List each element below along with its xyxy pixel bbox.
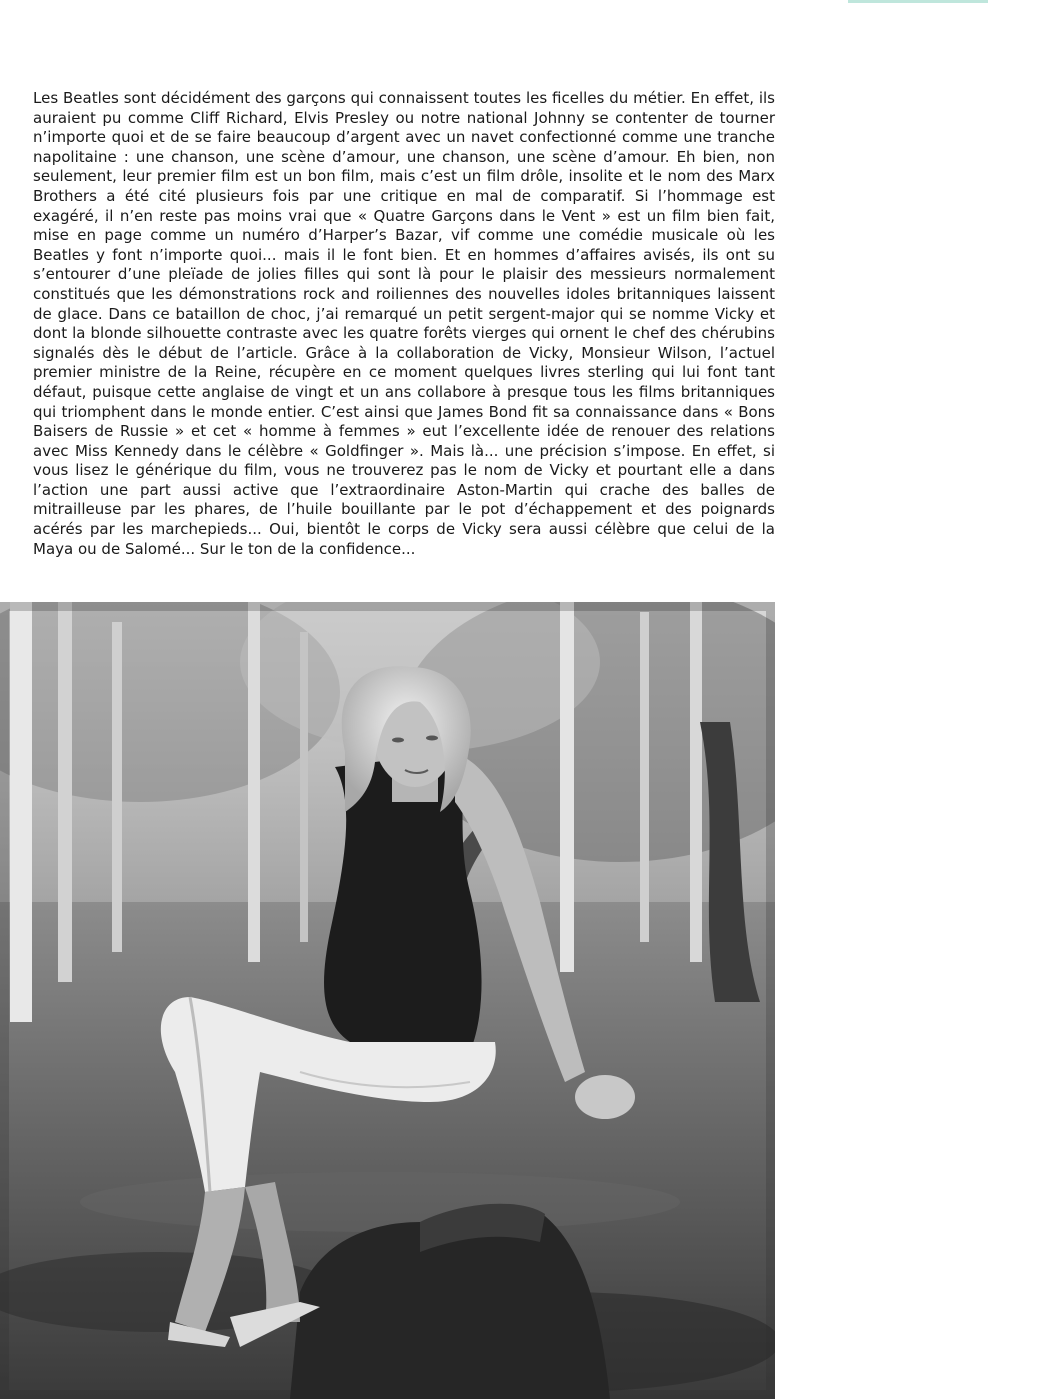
article-paragraph: Les Beatles sont décidément des garçons qui connaissent toutes les ficelles du métier. En effet, ils auraient pu comme Cliff Richard, Elvis Presley ou notre national Johnny se contenter de tourner n’importe quoi et de se faire beaucoup d’argent avec un navet confectionné comme une tranche napolitaine : une chanson, une scène d’amour, une chanson, une scène d’amour. Eh bien, non seulement, leur premier film est un bon film, mais c’est un film drôle, insolite et le nom des Marx Brothers a été cité plusieurs fois par une critique en mal de comparatif. Si l’hommage est exagéré, il n’en reste pas moins vrai que « Quatre Garçons dans le Vent » est un film bien fait, mise en page comme un numéro d’Harper’s Bazar, vif comme une comédie musicale où les Beatles y font n’importe quoi... mais il le font bien. Et en hommes d’affaires avisés, ils ont su s’entourer d’une pleïade de jolies filles qui sont là pour le plaisir des messieurs normalement constitués que les démonstrations rock and roiliennes des nouvelles idoles britanniques laissent de glace. Dans ce bataillon de choc, j’ai remarqué un petit sergent-major qui se nomme Vicky et dont la blonde silhouette contraste avec les quatre forêts vierges qui ornent le chef des chérubins signalés dès le début de l’article. Grâce à la collaboration de Vicky, Monsieur Wilson, l’actuel premier ministre de la Reine, récupère en ce moment quelques livres sterling qui lui font tant défaut, puisque cette anglaise de vingt et un ans collabore à presque tous les films britanniques qui triomphent dans le monde entier. C’est ainsi que James Bond fit sa connaissance dans « Bons Baisers de Russie » et cet « homme à femmes » eut l’excellente idée de renouer des relations avec Miss Kennedy dans le célèbre « Goldfinger ». Mais là... une précision s’impose. En effet, si vous lisez le générique du film, vous ne trouverez pas le nom de Vicky et pourtant elle a dans l’action une part aussi active que l’extraordinaire Aston-Martin qui crache des balles de mitrailleuse par les phares, de l’huile bouillante par le pot d’échappement et des poignards acérés par les marchepieds... Oui, bientôt le corps de Vicky sera aussi célèbre que celui de la Maya ou de Salomé... Sur le ton de la confidence... [33, 89, 775, 558]
top-edge-mark [848, 0, 988, 3]
photo-woman-seated-on-tree-stump-in-woods-icon [0, 602, 775, 1399]
article-body [33, 89, 775, 559]
article-photo [0, 602, 775, 1399]
